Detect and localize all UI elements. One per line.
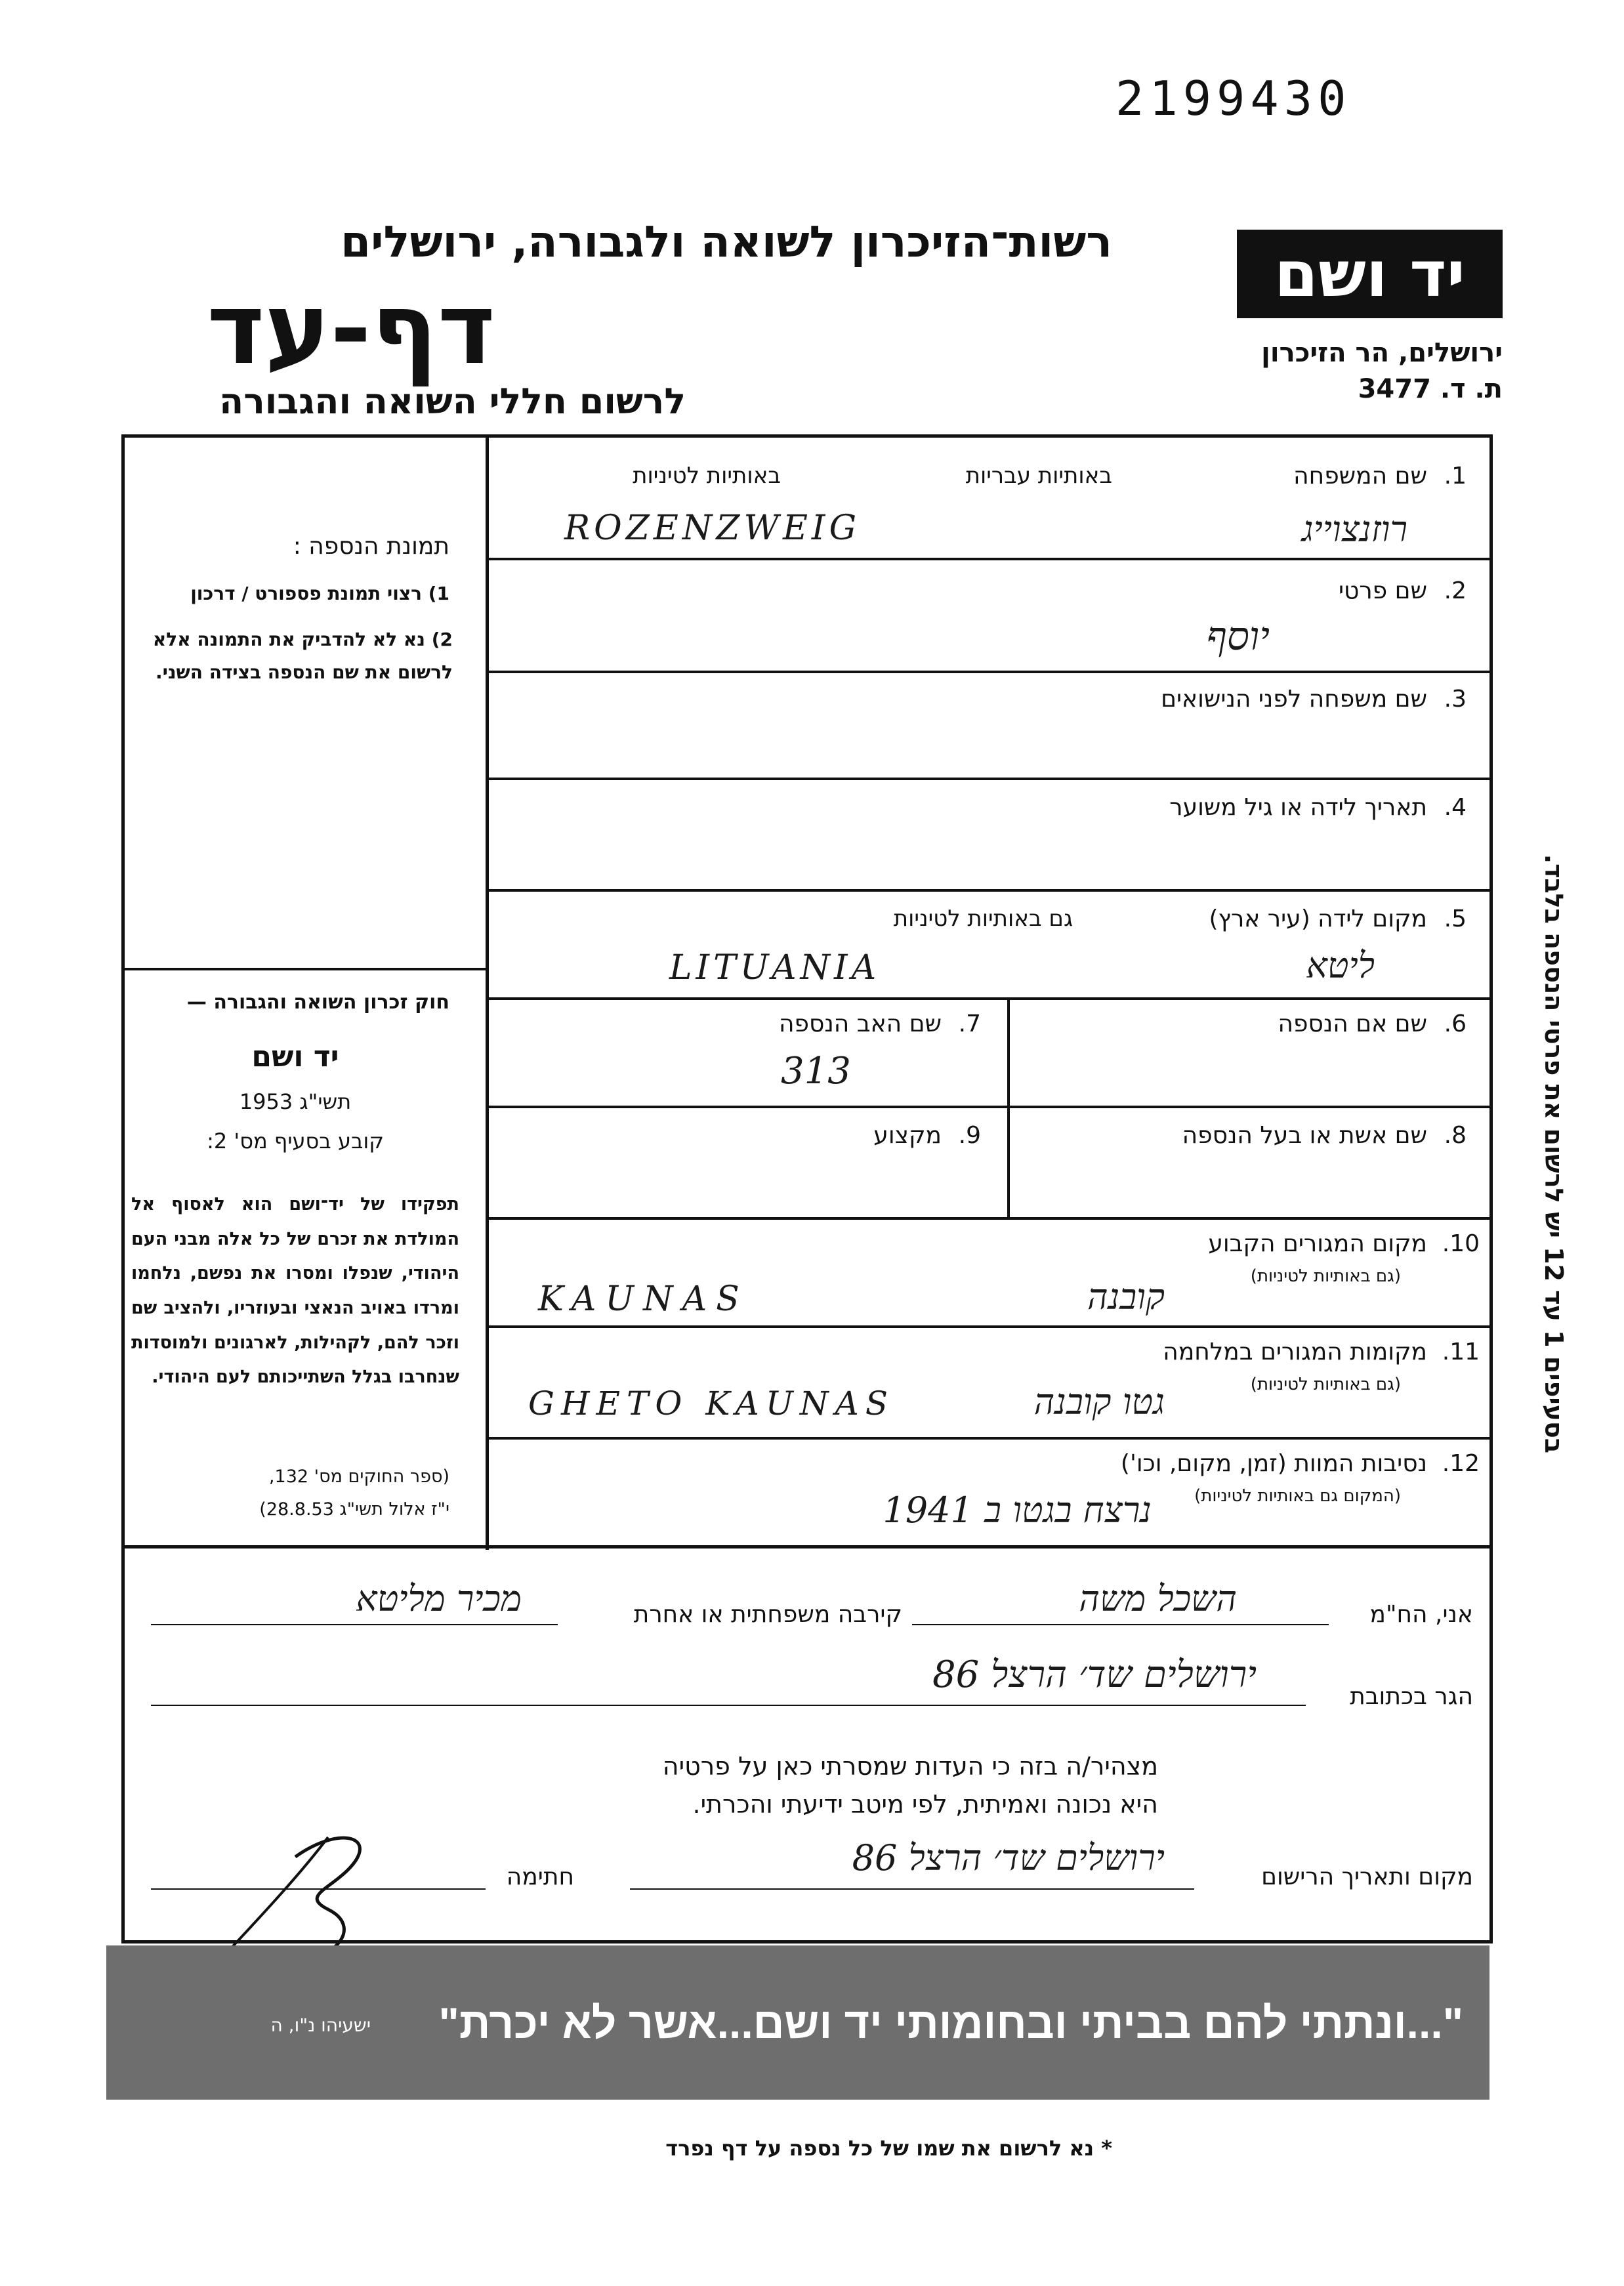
form-title: דף-עד (207, 272, 495, 386)
relation-label: קירבה משפחתית או אחרת (633, 1601, 902, 1628)
field-6-num: 6. (1444, 1010, 1467, 1037)
row-sep-1 (486, 558, 1493, 560)
field-5-value-hebrew[interactable]: ליטא (1306, 945, 1375, 986)
row-sep-2 (486, 671, 1493, 673)
statement-line-1: מצהיר/ה בזה כי העדות שמסרתי כאן על פרטיה (662, 1752, 1158, 1781)
row-sep-9 (486, 1437, 1493, 1440)
signature-label: חתימה (506, 1863, 574, 1890)
field-4-num: 4. (1444, 794, 1467, 821)
banner-quote: "...ונתתי להם בביתי ובחומותי יד ושם...אשר לא יכרת" (438, 1999, 1463, 2047)
row-sep-5 (486, 997, 1493, 1000)
field-2-label: שם פרטי (1338, 577, 1427, 604)
field-2-value[interactable]: יוסף (1206, 613, 1270, 659)
field-2-num: 2. (1444, 577, 1467, 604)
yad-vashem-logo (1237, 230, 1503, 318)
law-body: תפקידו של יד־ושם הוא לאסוף אל המולדת את זכרם של כל אלה מבני העם היהודי, שנפלו ומסרו את נפשם, נלחמו ומרדו באויב הנאצי ובעוזריו, ולהציב שם וזכר להם, לקהילות, לארגונים ולמוסדות שנחרבו בגלל השתייכותם לעם היהודי. (131, 1194, 459, 1388)
field-7-num: 7. (958, 1010, 981, 1037)
declarant-underline (912, 1624, 1329, 1625)
field-7-label: שם האב הנספה (779, 1010, 942, 1037)
address-underline (151, 1705, 1306, 1706)
field-10-label: מקום המגורים הקבוע (1208, 1230, 1427, 1257)
address-value[interactable]: ירושלים שד׳ הרצל 86 (932, 1653, 1257, 1696)
row-sep-8 (486, 1325, 1493, 1328)
field-7-value[interactable]: 313 (781, 1050, 851, 1092)
authority-heading: רשות־הזיכרון לשואה ולגבורה, ירושלים (341, 217, 1112, 267)
side-note: בסעיפים 1 עד 12 יש לרשום את פרטי הנספה בלבד. (1539, 854, 1568, 1453)
field-12-num: 12. (1442, 1450, 1480, 1477)
field-5-latin-hint: גם באותיות לטיניות (893, 905, 1073, 932)
address-line-2: ת. ד. 3477 (1358, 374, 1503, 404)
photo-panel-item-2: 2) נא לא להדביק את התמונה אלא לרשום את שם הנספה בצידה השני. (152, 629, 453, 684)
field-12-label: נסיבות המוות (זמן, מקום, וכו') (1120, 1450, 1427, 1477)
form-subtitle: לרשום חללי השואה והגבורה (219, 381, 686, 422)
field-11-num: 11. (1442, 1339, 1480, 1365)
field-1-num: 1. (1444, 463, 1467, 489)
field-5-num: 5. (1444, 905, 1467, 932)
photo-panel-item-1: 1) רצוי תמונת פספורט / דרכון (190, 583, 449, 604)
footer-note: * נא לרשום את שמו של כל נספה על דף נפרד (665, 2136, 1112, 2161)
field-1-hebrew-hint: באותיות עבריות (965, 463, 1112, 489)
field-6-label: שם אם הנספה (1278, 1010, 1427, 1037)
row-sep-7 (486, 1217, 1493, 1220)
law-source: (ספר החוקים מס' 132, (268, 1466, 449, 1487)
field-10-num: 10. (1442, 1230, 1480, 1257)
place-date-value[interactable]: ירושלים שד׳ הרצל 86 (852, 1837, 1165, 1879)
field-1-value-hebrew[interactable]: רוזנצוייג (1301, 509, 1407, 550)
row-sep-4 (486, 889, 1493, 892)
photo-panel-title: תמונת הנספה : (293, 533, 449, 560)
address-line-1: ירושלים, הר הזיכרון (1261, 338, 1503, 368)
law-year: תשי"ג 1953 (239, 1089, 352, 1114)
law-source-date: י"ז אלול תשי"ג 28.8.53) (259, 1499, 449, 1520)
field-1-value-latin[interactable]: ROZENZWEIG (564, 509, 860, 548)
law-clause: קובע בסעיף מס' 2: (207, 1129, 384, 1153)
field-4-label: תאריך לידה או גיל משוער (1169, 794, 1427, 821)
row-sep-10 (121, 1545, 1493, 1548)
address-label: הגר בכתובת (1350, 1683, 1473, 1710)
field-10-value-latin[interactable]: KAUNAS (538, 1279, 749, 1319)
field-12-value[interactable]: נרצח בגטו ב 1941 (883, 1489, 1152, 1531)
field-5-value-latin[interactable]: LITUANIA (669, 948, 881, 987)
field-11-value-hebrew[interactable]: גטו קובנה (1033, 1381, 1165, 1423)
declarant-label: אני, הח"מ (1369, 1601, 1473, 1628)
declarant-value[interactable]: השכל משה (1079, 1578, 1237, 1619)
field-11-value-latin[interactable]: GHETO KAUNAS (528, 1384, 894, 1423)
row-sep-3 (486, 778, 1493, 780)
panel-divider (486, 434, 489, 1550)
row-sep-6 (486, 1106, 1493, 1108)
field-3-label: שם משפחה לפני הנישואים (1161, 686, 1427, 713)
place-date-underline (630, 1888, 1194, 1890)
relation-value[interactable]: מכיר מליטא (356, 1578, 522, 1619)
col-split-6-9 (1007, 997, 1010, 1217)
law-heading: חוק זכרון השואה והגבורה — (186, 991, 449, 1014)
field-9-label: מקצוע (873, 1122, 942, 1149)
document-number: 2199430 (1115, 71, 1352, 126)
law-name: יד ושם (251, 1040, 339, 1073)
field-10-hint: (גם באותיות לטיניות) (1250, 1266, 1401, 1286)
photo-law-divider (121, 968, 489, 970)
logo-text: יד ושם (1274, 237, 1465, 311)
field-1-label: שם המשפחה (1293, 463, 1427, 489)
statement-line-2: היא נכונה ואמיתית, לפי מיטב ידיעתי והכרתי. (692, 1790, 1158, 1819)
field-1-latin-hint: באותיות לטיניות (633, 463, 781, 489)
field-10-value-hebrew[interactable]: קובנה (1087, 1276, 1165, 1318)
place-date-label: מקום ותאריך הרישום (1261, 1863, 1473, 1890)
field-11-label: מקומות המגורים במלחמה (1163, 1339, 1427, 1365)
field-12-hint: (המקום גם באותיות לטיניות) (1194, 1486, 1401, 1506)
field-5-label: מקום לידה (עיר ארץ) (1209, 905, 1427, 932)
field-11-hint: (גם באותיות לטיניות) (1250, 1375, 1401, 1394)
banner-source: ישעיהו נ"ו, ה (270, 2014, 371, 2036)
field-9-num: 9. (958, 1122, 981, 1149)
field-3-num: 3. (1444, 686, 1467, 713)
field-8-num: 8. (1444, 1122, 1467, 1149)
relation-underline (151, 1624, 558, 1625)
field-8-label: שם אשת או בעל הנספה (1182, 1122, 1427, 1149)
